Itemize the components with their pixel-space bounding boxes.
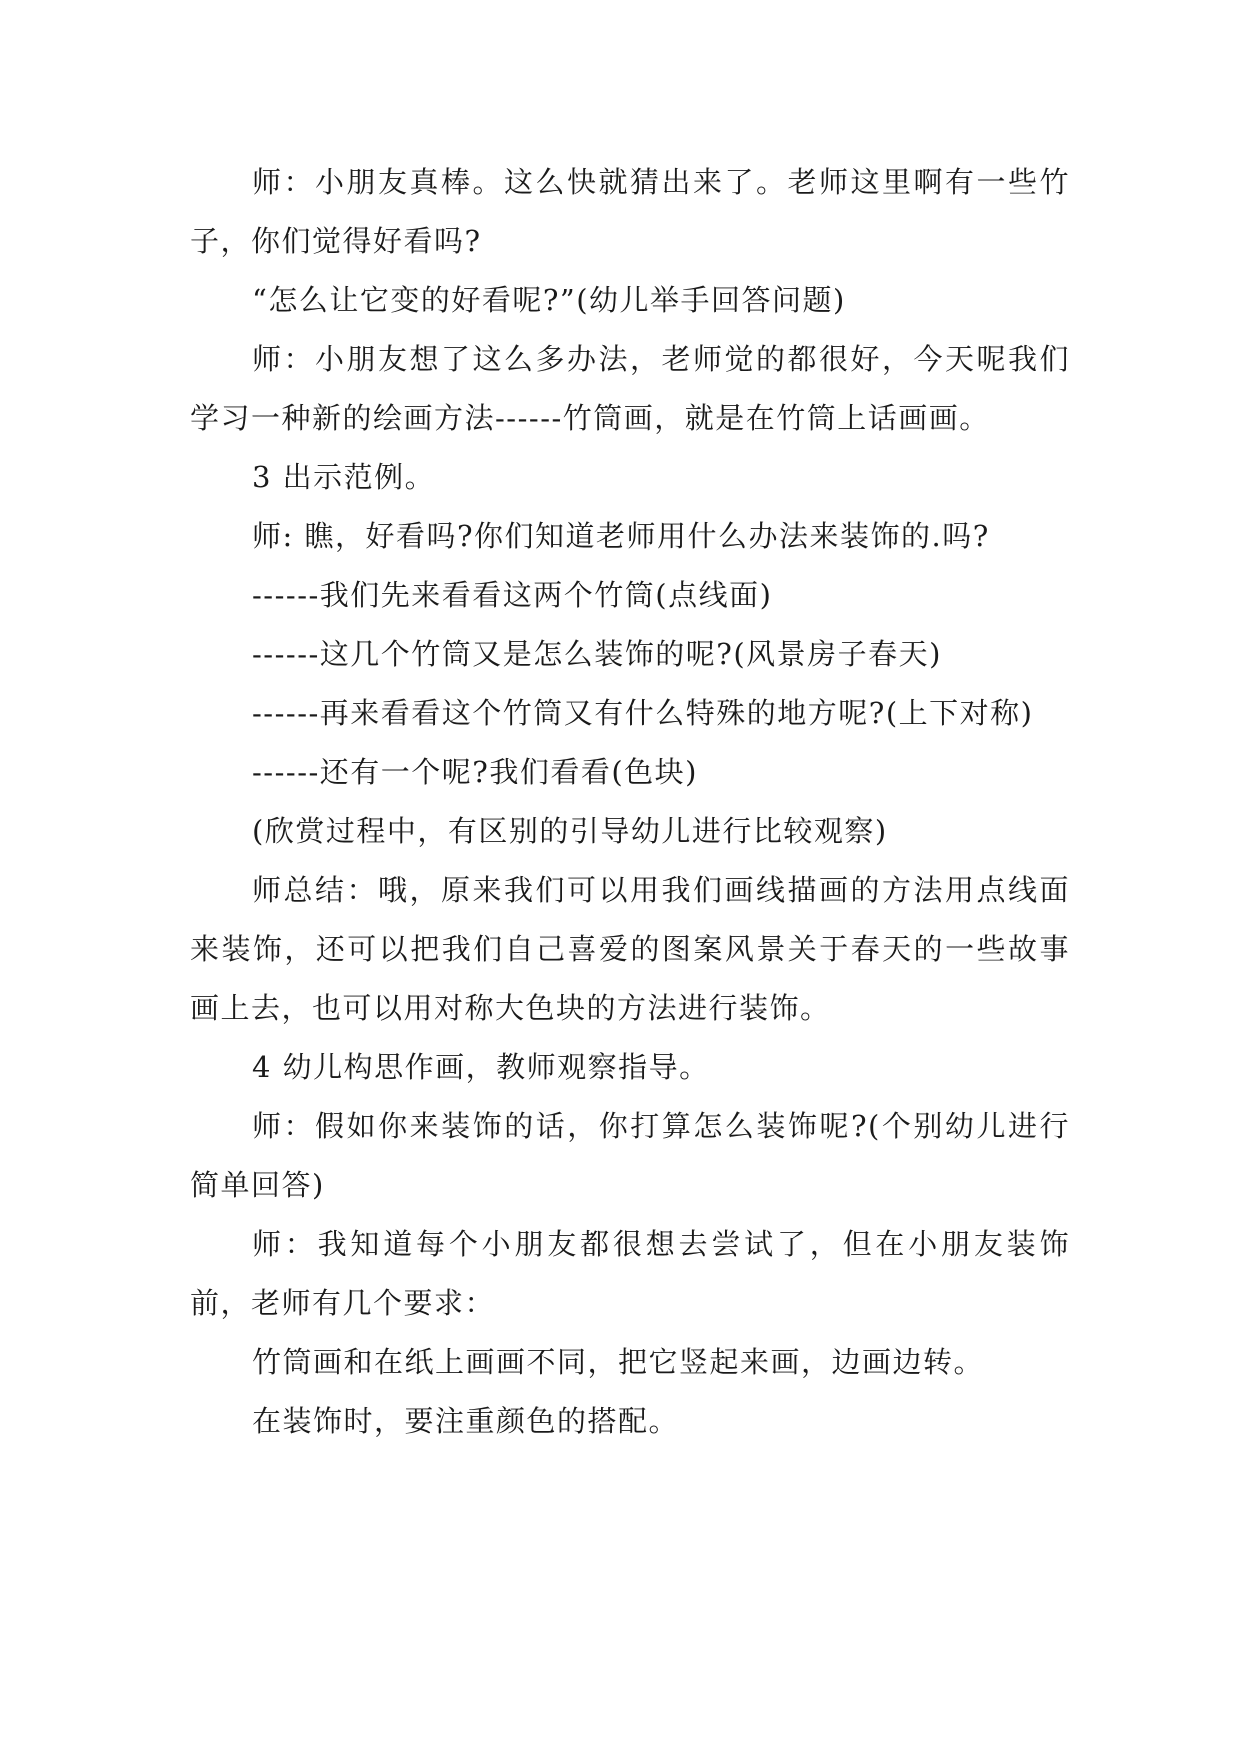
paragraph: 师：我知道每个小朋友都很想去尝试了，但在小朋友装饰前，老师有几个要求： — [190, 1227, 1070, 1320]
document-body — [190, 153, 1070, 1451]
paragraph: 师: 瞧，好看吗?你们知道老师用什么办法来装饰的.吗? — [252, 519, 990, 553]
paragraph: 在装饰时，要注重颜色的搭配。 — [252, 1404, 680, 1438]
paragraph: “怎么让它变的好看呢?”(幼儿举手回答问题) — [252, 283, 846, 317]
paragraph: 师总结：哦，原来我们可以用我们画线描画的方法用点线面来装饰，还可以把我们自己喜爱的图案风景关于春天的一些故事画上去，也可以用对称大色块的方法进行装饰。 — [190, 873, 1070, 1025]
paragraph: ------这几个竹筒又是怎么装饰的呢?(风景房子春天) — [252, 637, 942, 671]
paragraph: 3 出示范例。 — [252, 460, 436, 494]
paragraph: 师：小朋友真棒。这么快就猜出来了。老师这里啊有一些竹子，你们觉得好看吗? — [190, 165, 1070, 258]
paragraph: ------再来看看这个竹筒又有什么特殊的地方呢?(上下对称) — [252, 696, 1034, 730]
paragraph: 4 幼儿构思作画，教师观察指导。 — [252, 1050, 710, 1084]
paragraph: ------还有一个呢?我们看看(色块) — [252, 755, 698, 789]
paragraph: ------我们先来看看这两个竹筒(点线面) — [252, 578, 773, 612]
paragraph: 师：假如你来装饰的话，你打算怎么装饰呢?(个别幼儿进行简单回答) — [190, 1109, 1070, 1202]
paragraph: (欣赏过程中，有区别的引导幼儿进行比较观察) — [252, 814, 888, 848]
paragraph: 竹筒画和在纸上画画不同，把它竖起来画，边画边转。 — [252, 1345, 985, 1379]
paragraph: 师：小朋友想了这么多办法，老师觉的都很好，今天呢我们学习一种新的绘画方法------竹筒画，就是在竹筒上话画画。 — [190, 342, 1070, 435]
